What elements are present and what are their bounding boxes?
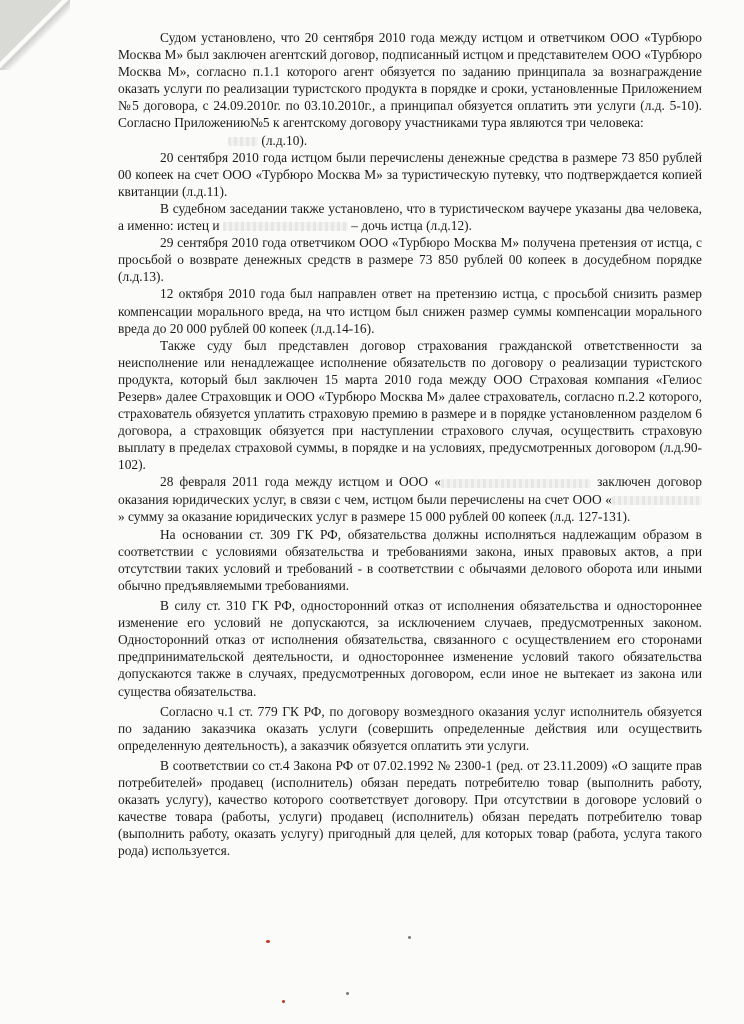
paragraph-text: В судебном заседании также установлено, что в туристическом ваучере указаны два человека, а именно: истец и <box>118 200 702 234</box>
paragraph-text: Согласно ч.1 ст. 779 ГК РФ, по договору возмездного оказания услуг исполнитель обязуется по заданию заказчика оказать услуги (совершить определенные действия или осуществить определенную деятельность), а заказчик обязуется оплатить эти услуги. <box>118 703 702 753</box>
paragraph-text: На основании ст. 309 ГК РФ, обязательства должны исполняться надлежащим образом в соответствии с условиями обязательства и требованиями закона, иных правовых актов, а при отсутствии таких условий и требований - в соответствии с обычаями делового оборота или иными обычно предъявляемыми требованиями. <box>118 526 702 593</box>
redacted-company <box>612 496 702 505</box>
paragraph-text: – дочь истца (л.д.12). <box>351 218 472 234</box>
paragraph-text: В силу ст. 310 ГК РФ, односторонний отказ от исполнения обязательства и одностороннее изменение его условий не допускаются, за исключением случаев, предусмотренных законом. Односторонний отказ от исполнения обязательства, связанного с осуществлением его сторонами предпринимательской деятельности, и одностороннее изменение условий такого обязательства допускаются также в случаях, предусмотренных договором, если иное не вытекает из закона или существа обязательства. <box>118 598 702 699</box>
paragraph-voucher <box>118 200 702 234</box>
paragraph-article-310 <box>118 597 702 700</box>
paragraph-text: 20 сентября 2010 года истцом были перечислены денежные средства в размере 73 850 рублей 00 копеек на счет ООО «Турбюро Москва М» за туристическую путевку, что подтверждается копией квитанции (л.д.11). <box>118 149 702 199</box>
redacted-company <box>441 479 591 488</box>
document-page <box>118 29 702 860</box>
paragraph-article-309 <box>118 526 702 594</box>
fold-shadow <box>0 0 70 70</box>
stray-mark <box>408 936 411 939</box>
paragraph-legal-services <box>118 473 702 524</box>
redacted-names <box>228 137 258 146</box>
redacted-name <box>223 222 348 231</box>
paragraph-claim <box>118 234 702 285</box>
stray-mark <box>266 940 270 943</box>
paragraph-text: » сумму за оказание юридических услуг в размере 15 000 рублей 00 копеек (л.д. 127-131). <box>118 508 631 524</box>
paragraph-insurance <box>118 337 702 474</box>
paragraph-article-779 <box>118 703 702 754</box>
paragraph-text: заключен договор оказания юридических услуг, в связи с чем, истцом были перечислены на счет ООО « <box>118 474 702 507</box>
paragraph-text: 28 февраля 2011 года между истцом и ООО « <box>160 474 441 490</box>
paragraph-agency-contract <box>118 29 702 132</box>
paragraph-response <box>118 285 702 336</box>
paragraph-text: Судом установлено, что 20 сентября 2010 года между истцом и ответчиком ООО «Турбюро Москва М» был заключен агентский договор, подписанный истцом и представителем ООО «Турбюро Москва М», согласно п.1.1 которого агент обязуется по заданию принципала за вознаграждение оказать услуги по реализации туристского продукта в порядке и сроки, установленные Приложением №5 договора, с 24.09.2010г. по 03.10.2010г., а принципал обязуется оплатить эти услуги (л.д. 5-10). Согласно Приложению№5 к агентскому договору участниками тура являются три человека: <box>118 30 702 131</box>
paragraph-text: 29 сентября 2010 года ответчиком ООО «Турбюро Москва М» получена претензия от истца, с просьбой о возврате денежных средств в размере 73 850 рублей 00 копеек в досудебном порядке (л.д.13). <box>118 235 702 285</box>
paragraph-tour-participants <box>118 132 702 149</box>
paragraph-text: Также суду был представлен договор страхования гражданской ответственности за неисполнение или ненадлежащее исполнение обязательств по договору о реализации туристского продукта, который был заключен 15 марта 2010 года между ООО Страховая компания «Гелиос Резерв» далее Страховщик и ООО «Турбюро Москва М» далее страхователь, согласно п.2.2 которого, страхователь обязуется уплатить страховую премию в размере и в порядке установленном разделом 6 договора, а страховщик обязуется при наступлении страхового случая, осуществить страховую выплату в пределах страховой суммы, в порядке и на условиях, предусмотренных договором (л.д.90-102). <box>118 337 702 473</box>
paragraph-consumer-law <box>118 757 702 860</box>
stray-mark <box>282 1000 285 1003</box>
paragraph-text: В соответствии со ст.4 Закона РФ от 07.02.1992 № 2300-1 (ред. от 23.11.2009) «О защите прав потребителей» продавец (исполнитель) обязан передать потребителю товар (выполнить работу, оказать услугу), качество которого соответствует договору. При отсутствии в договоре условий о качестве товара (работы, услуги) продавец (исполнитель) обязан передать потребителю товар (выполнить работу, оказать услугу) пригодный для целей, для которых товар (работа, услуга такого рода) используется. <box>118 757 702 859</box>
paragraph-text: 12 октября 2010 года был направлен ответ на претензию истца, с просьбой снизить размер компенсации морального вреда, на что истцом был снижен размер суммы компенсации морального вреда до 20 000 рублей 00 копеек (л.д.14-16). <box>118 286 702 336</box>
paragraph-payment <box>118 149 702 200</box>
stray-mark <box>346 992 349 995</box>
paragraph-text: (л.д.10). <box>261 132 308 148</box>
